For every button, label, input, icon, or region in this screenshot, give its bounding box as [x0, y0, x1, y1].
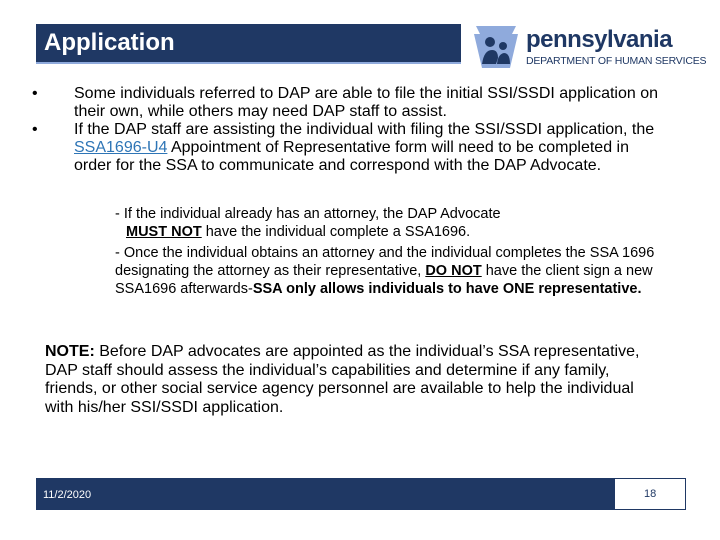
- bullet-text-pre: If the DAP staff are assisting the individual with filing the SSI/SSDI application, the: [74, 121, 655, 138]
- title-bar: [36, 24, 461, 64]
- subpoint-text: have the individual complete a SSA1696.: [201, 224, 471, 240]
- page-number: 18: [644, 488, 657, 500]
- note-text: Before DAP advocates are appointed as the individual’s SSA representative, DAP staff should assess the individual’s capabilities and determine if any family, friends, or other social service agency personnel are available to help the individual with his/her SSI/SSDI application.: [45, 343, 640, 416]
- footer-date: 11/2/2020: [43, 489, 92, 501]
- bullet-list: [30, 85, 670, 175]
- bullet-text: Some individuals referred to DAP are able to file the initial SSI/SSDI application on their own, while others may need DAP staff to assist.: [74, 85, 659, 120]
- subpoint-attorney: [115, 205, 675, 241]
- must-not-emphasis: MUST NOT: [126, 224, 202, 240]
- one-representative-emphasis: SSA only allows individuals to have ONE representative.: [252, 281, 642, 297]
- do-not-emphasis: DO NOT: [425, 263, 482, 279]
- bullet-icon: •: [32, 121, 38, 138]
- logo-department: DEPARTMENT OF HUMAN SERVICES: [526, 55, 707, 67]
- footer: [36, 478, 686, 510]
- bullet-icon: •: [32, 85, 38, 102]
- bullet-text-post: Appointment of Representative form will need to be completed in order for the SSA to communicate and correspond with the DAP Advocate.: [74, 139, 629, 174]
- bullet-item: [30, 85, 670, 121]
- subpoint-text: have the client sign a new SSA1696 afterwards-: [115, 263, 653, 297]
- logo-name: pennsylvania: [526, 26, 673, 53]
- subpoint-obtained-attorney: [115, 244, 675, 298]
- pa-dhs-logo: [470, 22, 705, 72]
- footer-bar: [36, 478, 609, 510]
- subpoint-text: - Once the individual obtains an attorney and the individual completes the SSA 1696 designating the attorney as their representative,: [115, 245, 655, 279]
- bullet-item: [30, 121, 670, 175]
- subpoint-text: - If the individual already has an attorney, the DAP Advocate: [115, 206, 501, 222]
- page-title: Application: [44, 29, 175, 56]
- ssa1696-link[interactable]: SSA1696-U4: [74, 139, 168, 156]
- keystone-icon: [470, 22, 522, 70]
- page-number-box: [609, 478, 686, 510]
- note-paragraph: [45, 343, 655, 417]
- note-label: NOTE:: [45, 343, 95, 360]
